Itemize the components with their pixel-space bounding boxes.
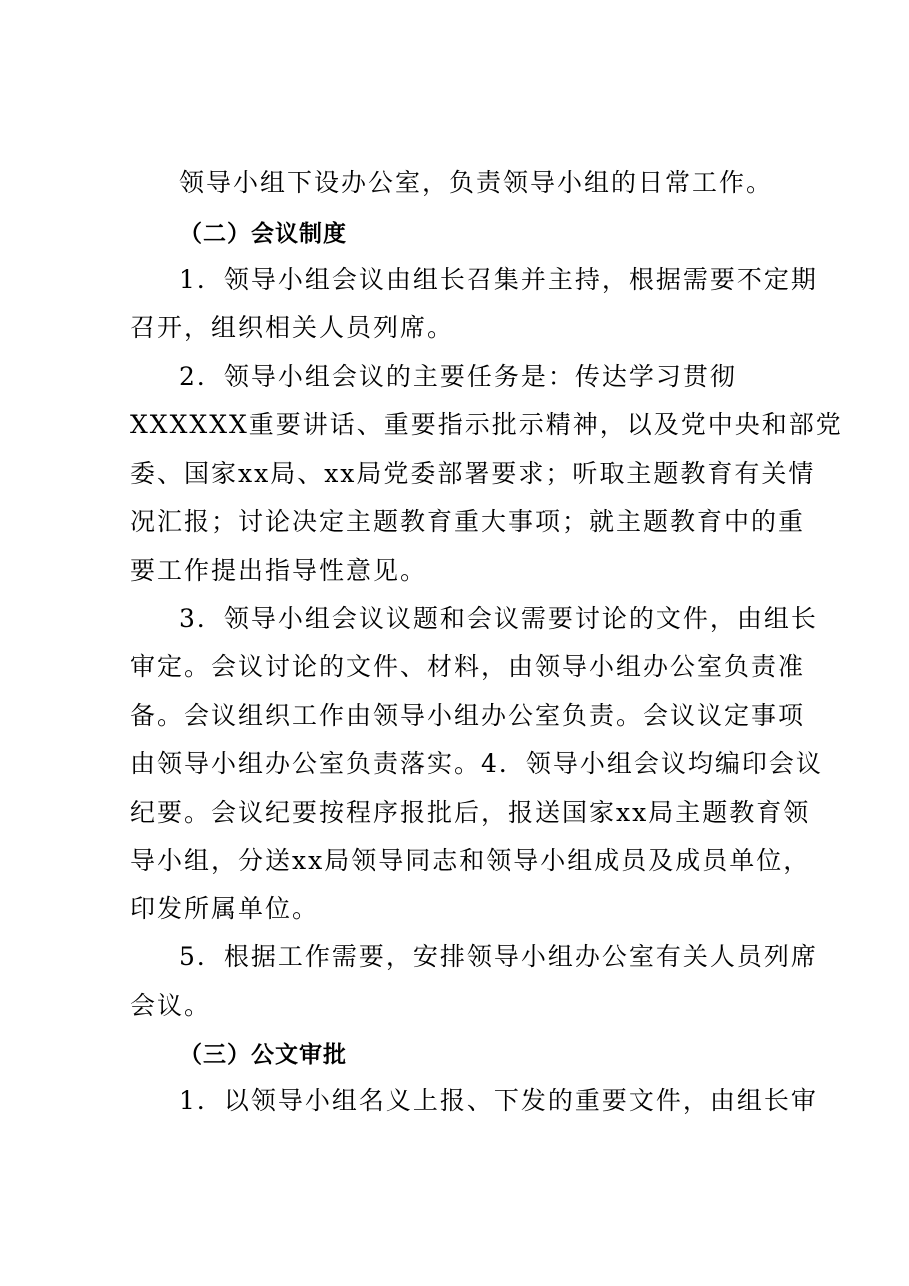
text-line-13: 由领导小组办公室负责落实。4．领导小组会议均编印会议 <box>130 749 823 778</box>
text-line-14: 纪要。会议纪要按程序报批后，报送国家xx局主题教育领 <box>130 798 811 827</box>
section-heading-19: （三）公文审批 <box>179 1041 347 1068</box>
text-line-9: 要工作提出指导性意见。 <box>130 556 428 585</box>
text-line-18: 会议。 <box>130 991 212 1020</box>
text-line-10: 3．领导小组会议议题和会议需要讨论的文件，由组长 <box>179 604 818 633</box>
text-line-3: 1．领导小组会议由组长召集并主持，根据需要不定期 <box>179 265 818 294</box>
text-line-1: 领导小组下设办公室，负责领导小组的日常工作。 <box>179 168 774 197</box>
text-line-6: XXXXXX重要讲话、重要指示批示精神，以及党中央和部党 <box>130 410 843 439</box>
text-line-16: 印发所属单位。 <box>130 894 320 923</box>
text-line-11: 审定。会议讨论的文件、材料，由领导小组办公室负责准 <box>130 652 806 681</box>
text-line-4: 召开，组织相关人员列席。 <box>130 313 455 342</box>
section-heading-2: （二）会议制度 <box>179 220 347 247</box>
text-line-15: 导小组，分送xx局领导同志和领导小组成员及成员单位， <box>130 846 811 875</box>
text-line-12: 备。会议组织工作由领导小组办公室负责。会议议定事项 <box>130 701 806 730</box>
text-line-7: 委、国家xx局、xx局党委部署要求；听取主题教育有关情 <box>130 459 816 488</box>
text-line-8: 况汇报；讨论决定主题教育重大事项；就主题教育中的重 <box>130 507 806 536</box>
text-line-17: 5．根据工作需要，安排领导小组办公室有关人员列席 <box>179 942 818 971</box>
text-line-5: 2．领导小组会议的主要任务是：传达学习贯彻 <box>179 362 737 391</box>
text-line-20: 1．以领导小组名义上报、下发的重要文件，由组长审 <box>179 1086 818 1115</box>
